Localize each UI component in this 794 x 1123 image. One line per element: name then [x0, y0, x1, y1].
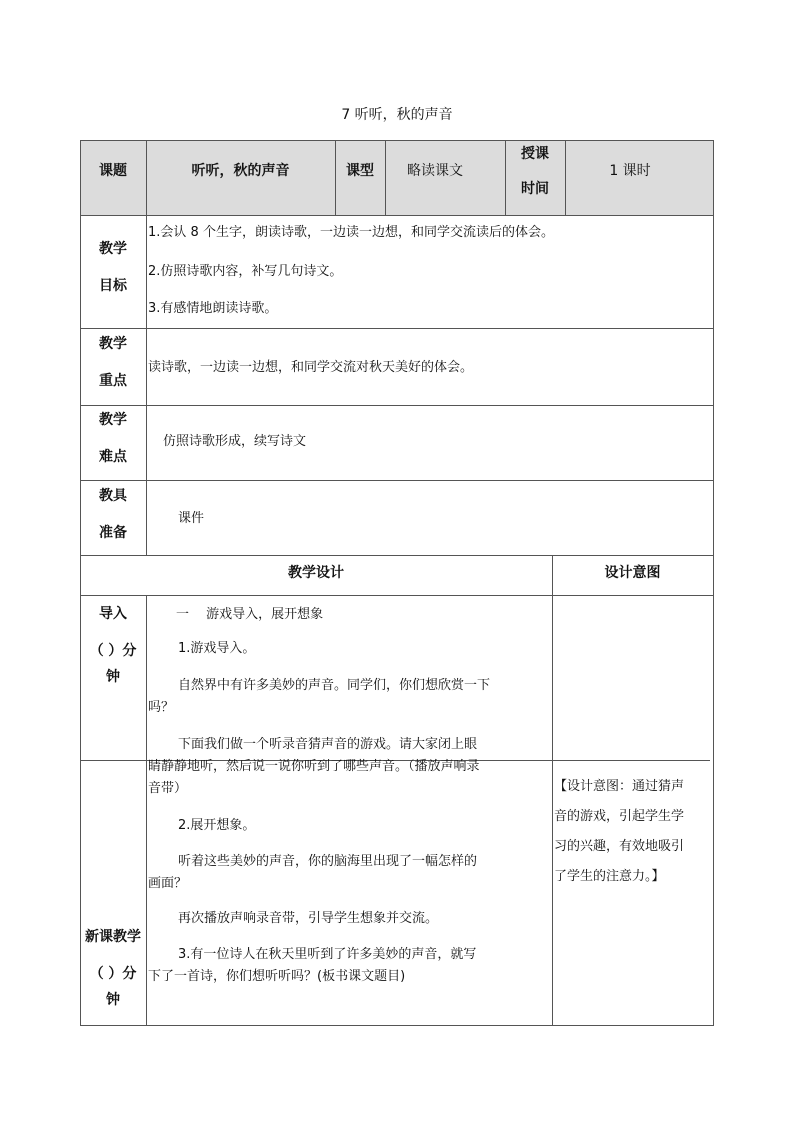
intent-header: 设计意图	[604, 565, 661, 581]
key-text: 读诗歌，一边读一边想，和同学交流对秋天美好的体会。	[148, 360, 474, 375]
design-header: 教学设计	[288, 565, 344, 581]
paragraph: 再次播放声响录音带，引导学生想象并交流。	[178, 911, 439, 926]
label-intro-line1: 导入	[99, 606, 127, 622]
label-difficulty-line1: 教学	[99, 412, 127, 428]
label-difficulty-line2: 难点	[99, 449, 127, 465]
lesson-type-value: 略读课文	[407, 163, 463, 179]
label-lesson-type: 课型	[346, 163, 374, 179]
time-value: 1 课时	[609, 163, 651, 179]
label-key-line2: 重点	[99, 373, 127, 389]
intent-line: 音的游戏，引起学生学	[554, 809, 685, 824]
paragraph: 睛静静地听，然后说一说你听到了哪些声音。（播放声响录	[148, 759, 480, 774]
goal-item: 1.会认 8 个生字，朗读诗歌，一边读一边想，和同学交流读后的体会。	[148, 225, 554, 240]
topic-value: 听听，秋的声音	[191, 163, 290, 179]
document-title: 7 听听，秋的声音	[341, 107, 453, 123]
paragraph: 下面我们做一个听录音猜声音的游戏。请大家闭上眼	[178, 737, 478, 752]
label-goals-line1: 教学	[99, 241, 127, 257]
paragraph: 自然界中有许多美妙的声音。同学们，你们想欣赏一下	[178, 678, 491, 693]
section-heading: 一 游戏导入，展开想象	[176, 607, 324, 622]
label-newlesson-line2: （ ）分	[89, 966, 137, 982]
label-time-line2: 时间	[521, 181, 549, 197]
intent-line: 了学生的注意力。】	[554, 869, 665, 884]
label-key-line1: 教学	[99, 336, 127, 352]
paragraph: 画面？	[148, 876, 188, 891]
paragraph: 1.游戏导入。	[178, 641, 256, 656]
paragraph: 下了一首诗，你们想听听吗？(板书课文题目)	[148, 969, 406, 984]
label-tools-line1: 教具	[99, 488, 127, 504]
intent-line: 【设计意图：通过猜声	[554, 779, 685, 794]
goal-item: 3.有感情地朗读诗歌。	[148, 301, 278, 316]
tools-text: 课件	[178, 511, 205, 526]
label-intro-line2: （ ）分	[89, 643, 137, 659]
label-topic: 课题	[99, 163, 127, 179]
label-newlesson-line1: 新课教学	[85, 929, 141, 945]
difficulty-text: 仿照诗歌形成，续写诗文	[163, 434, 307, 449]
paragraph: 音带）	[148, 781, 188, 796]
label-goals-line2: 目标	[99, 278, 127, 294]
paragraph: 吗？	[148, 700, 175, 715]
paragraph: 3.有一位诗人在秋天里听到了许多美妙的声音，就写	[178, 947, 477, 962]
intent-line: 习的兴趣，有效地吸引	[554, 839, 685, 854]
label-tools-line2: 准备	[99, 525, 127, 541]
label-time-line1: 授课	[521, 146, 549, 162]
label-intro-line3: 钟	[106, 669, 120, 685]
label-newlesson-line3: 钟	[106, 992, 120, 1008]
paragraph: 2.展开想象。	[178, 818, 256, 833]
goal-item: 2.仿照诗歌内容，补写几句诗文。	[148, 264, 343, 279]
paragraph: 听着这些美妙的声音，你的脑海里出现了一幅怎样的	[178, 854, 478, 869]
